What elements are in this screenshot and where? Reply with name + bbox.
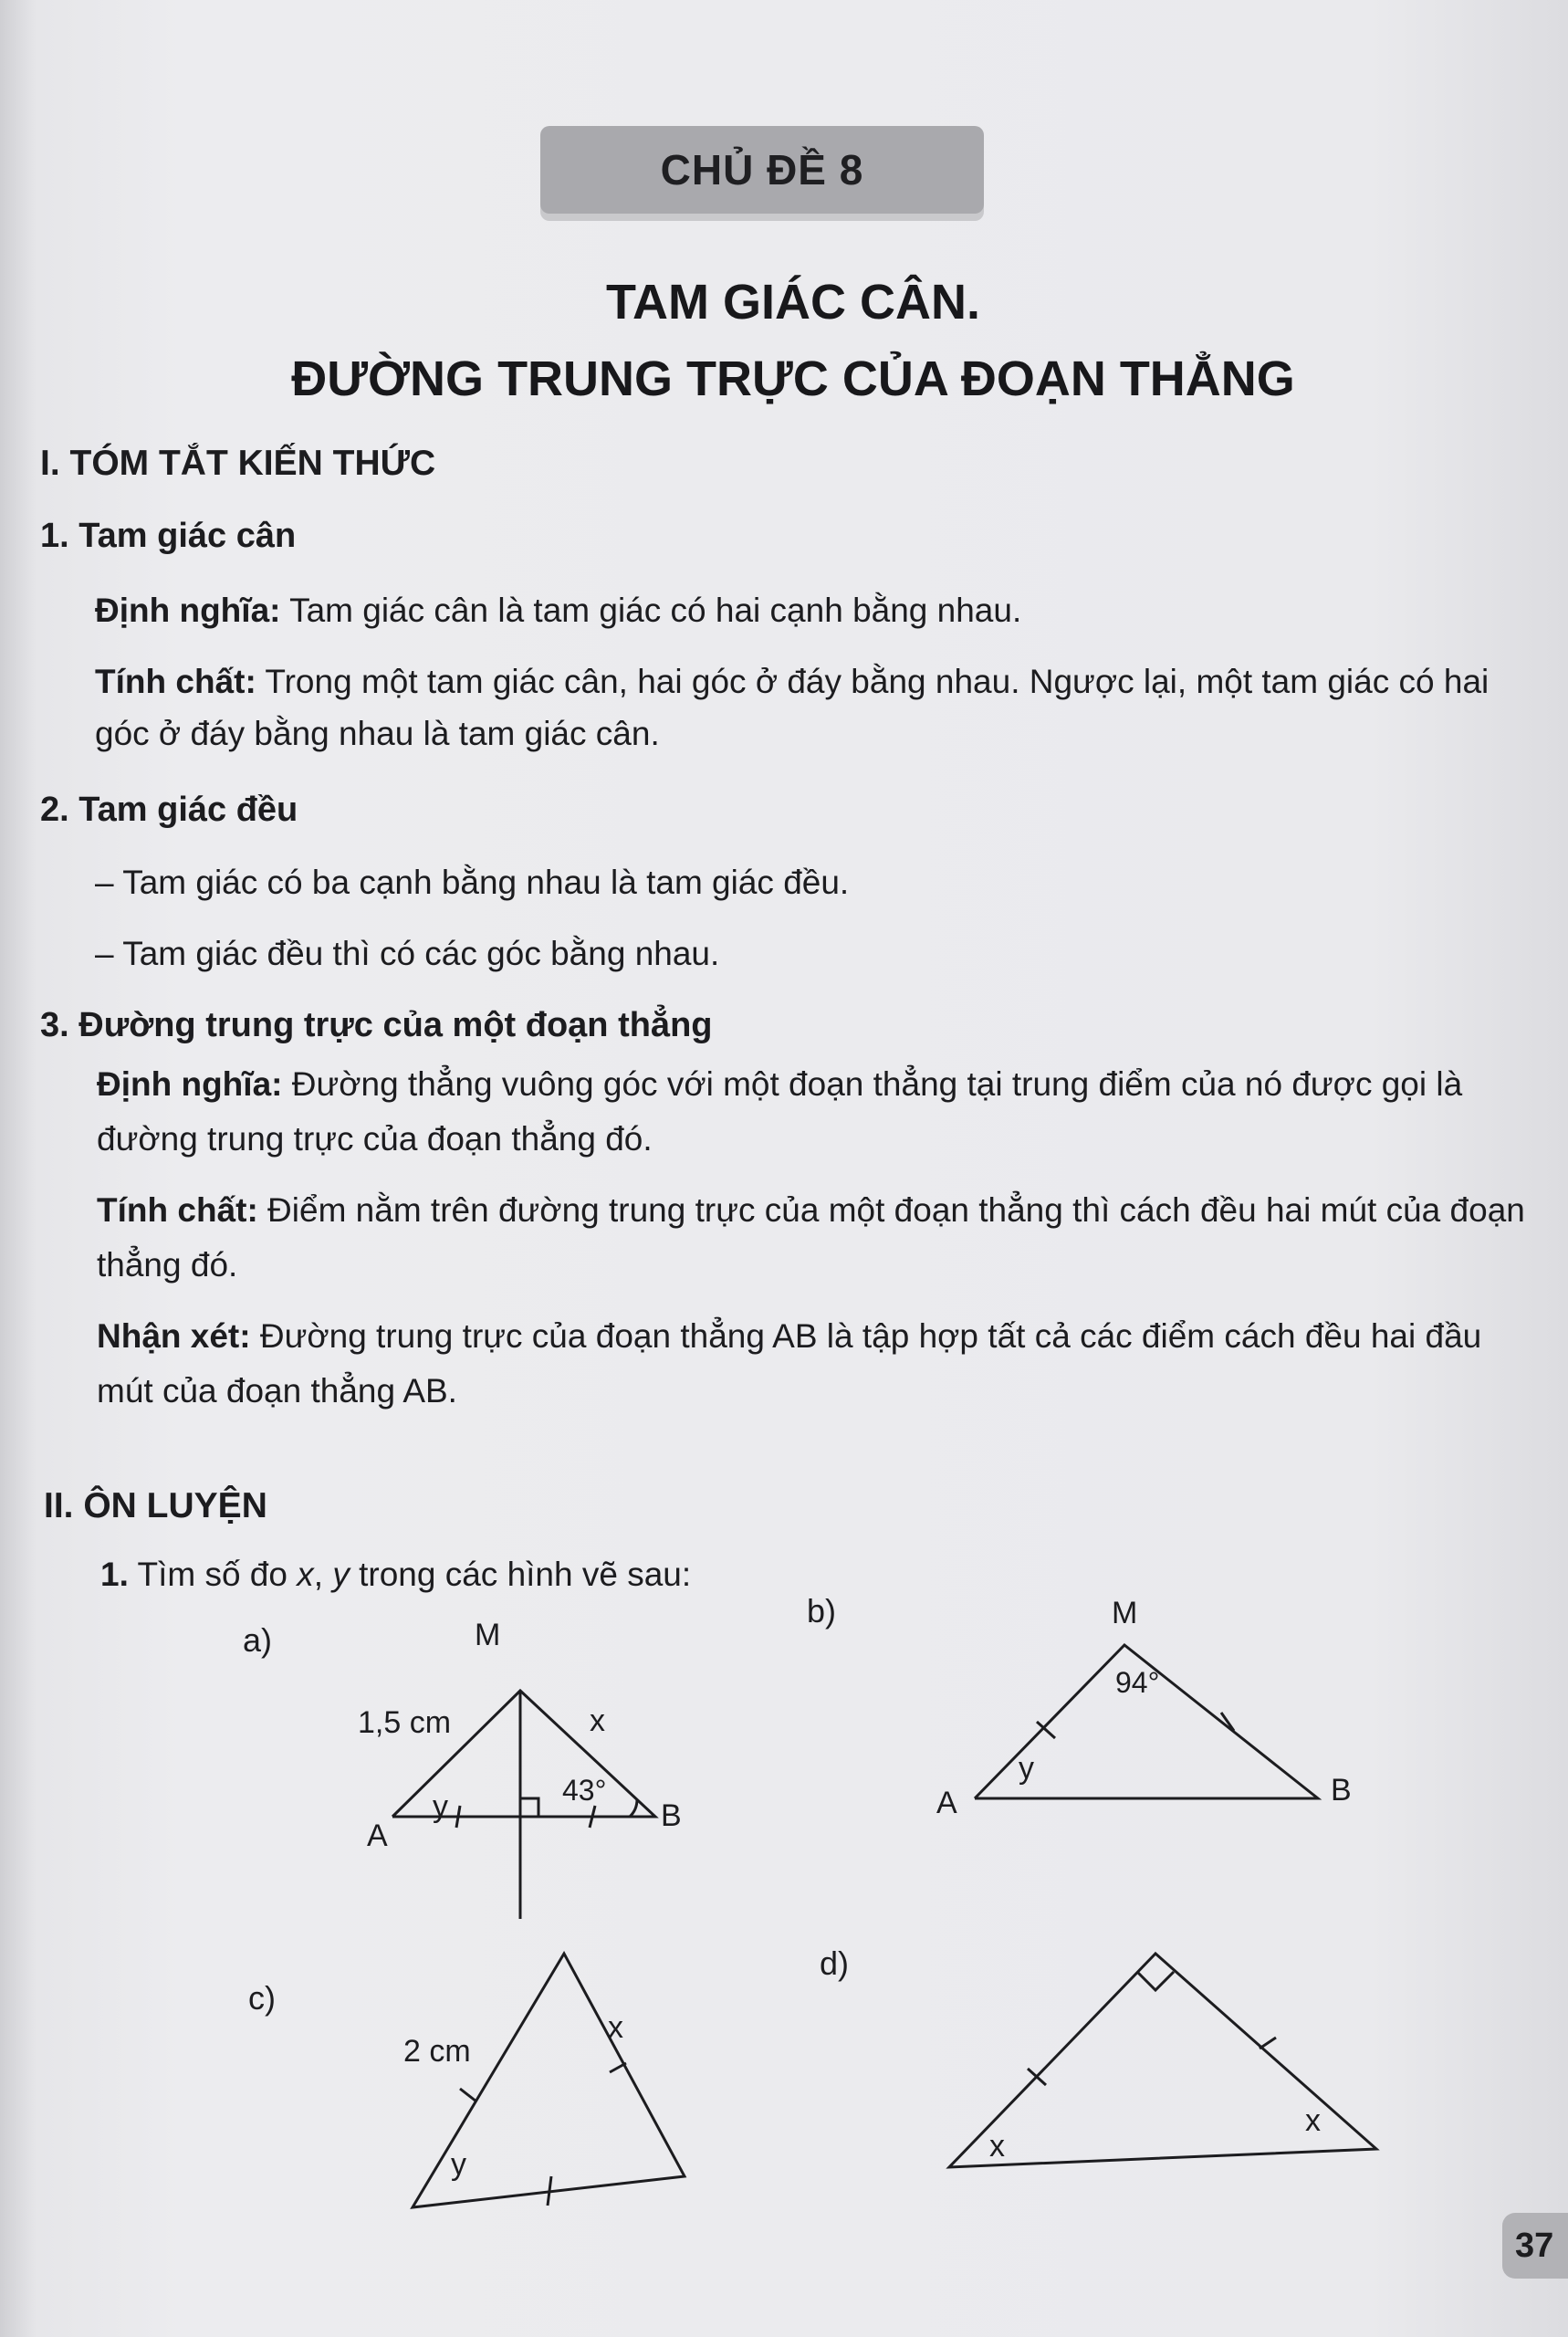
figure-a-y: y [433, 1789, 448, 1824]
figure-c-label: c) [248, 1979, 276, 2017]
figure-c-side: 2 cm [403, 2034, 471, 2069]
subsection-1-heading: 1. Tam giác cân [40, 517, 297, 555]
figure-b-label: b) [807, 1592, 837, 1630]
figure-d-x-left: x [989, 2129, 1005, 2164]
s1-definition-label: Định nghĩa: [95, 592, 281, 629]
figure-c-x: x [608, 2010, 623, 2045]
figure-a-label: a) [243, 1621, 273, 1659]
s1-property-text: Trong một tam giác cân, hai góc ở đáy bằng nhau. Ngược lại, một tam giác có hai góc ở đáy bằng nhau là tam giác cân. [95, 663, 1490, 753]
figure-b-angle: 94° [1115, 1666, 1160, 1699]
figure-a-M: M [475, 1618, 501, 1652]
exercise-1-number: 1. [100, 1556, 129, 1593]
s3-property-text: Điểm nằm trên đường trung trực của một đoạn thẳng thì cách đều hai mút của đoạn thẳng đó. [97, 1191, 1525, 1284]
subsection-3-heading: 3. Đường trung trực của một đoạn thẳng [40, 1006, 713, 1044]
figure-c-y: y [451, 2147, 466, 2182]
figure-b-B: B [1331, 1773, 1352, 1808]
s2-item-1: – Tam giác có ba cạnh bằng nhau là tam giác đều. [95, 864, 850, 901]
s3-definition-label: Định nghĩa: [97, 1065, 283, 1103]
figure-b-A: A [936, 1786, 957, 1820]
topic-chip: CHỦ ĐỀ 8 [540, 126, 984, 214]
page-number: 37 [1502, 2213, 1568, 2279]
figure-a-angle-arc [630, 1799, 637, 1817]
figure-a-B: B [661, 1798, 682, 1833]
s3-note-text: Đường trung trực của đoạn thẳng AB là tập hợp tất cả các điểm cách đều hai đầu mút của đoạn thẳng AB. [97, 1317, 1482, 1410]
figure-c-tick-left [460, 2089, 476, 2101]
subsection-2-heading: 2. Tam giác đều [40, 791, 298, 829]
figure-a-x: x [590, 1703, 605, 1738]
figure-a-A: A [367, 1818, 388, 1853]
s3-property-label: Tính chất: [97, 1191, 258, 1229]
figure-d-tick-right [1260, 2038, 1276, 2049]
page-title-line-2: ĐƯỜNG TRUNG TRỰC CỦA ĐOẠN THẲNG [291, 351, 1295, 406]
figure-b-y: y [1019, 1751, 1034, 1786]
s1-definition-text: Tam giác cân là tam giác có hai cạnh bằng nhau. [280, 592, 1022, 629]
exercise-1: 1. Tìm số đo x, y trong các hình vẽ sau: [100, 1556, 692, 1593]
section-1-heading: I. TÓM TẮT KIẾN THỨC [40, 444, 436, 483]
figure-d-label: d) [820, 1944, 850, 1982]
s3-note-label: Nhận xét: [97, 1317, 251, 1355]
s3-definition-text: Đường thẳng vuông góc với một đoạn thẳng tại trung điểm của nó được gọi là đường trung trực của đoạn thẳng đó. [97, 1065, 1463, 1158]
section-2-heading: II. ÔN LUYỆN [44, 1486, 267, 1525]
figure-b-M: M [1112, 1596, 1138, 1630]
figure-a-side: 1,5 cm [358, 1705, 452, 1740]
figure-a-angle: 43° [562, 1774, 607, 1807]
figure-c-tick-base [548, 2176, 551, 2206]
figure-a-right-angle [520, 1798, 538, 1817]
page-title-line-1: TAM GIÁC CÂN. [606, 275, 980, 330]
figure-d-x-right: x [1305, 2103, 1321, 2138]
figure-d-right-angle [1137, 1972, 1174, 1990]
figure-a-tick-left [456, 1806, 460, 1828]
figure-c-tick-right [610, 2063, 626, 2072]
s1-property-label: Tính chất: [95, 663, 256, 700]
s2-item-2: – Tam giác đều thì có các góc bằng nhau. [95, 935, 720, 972]
